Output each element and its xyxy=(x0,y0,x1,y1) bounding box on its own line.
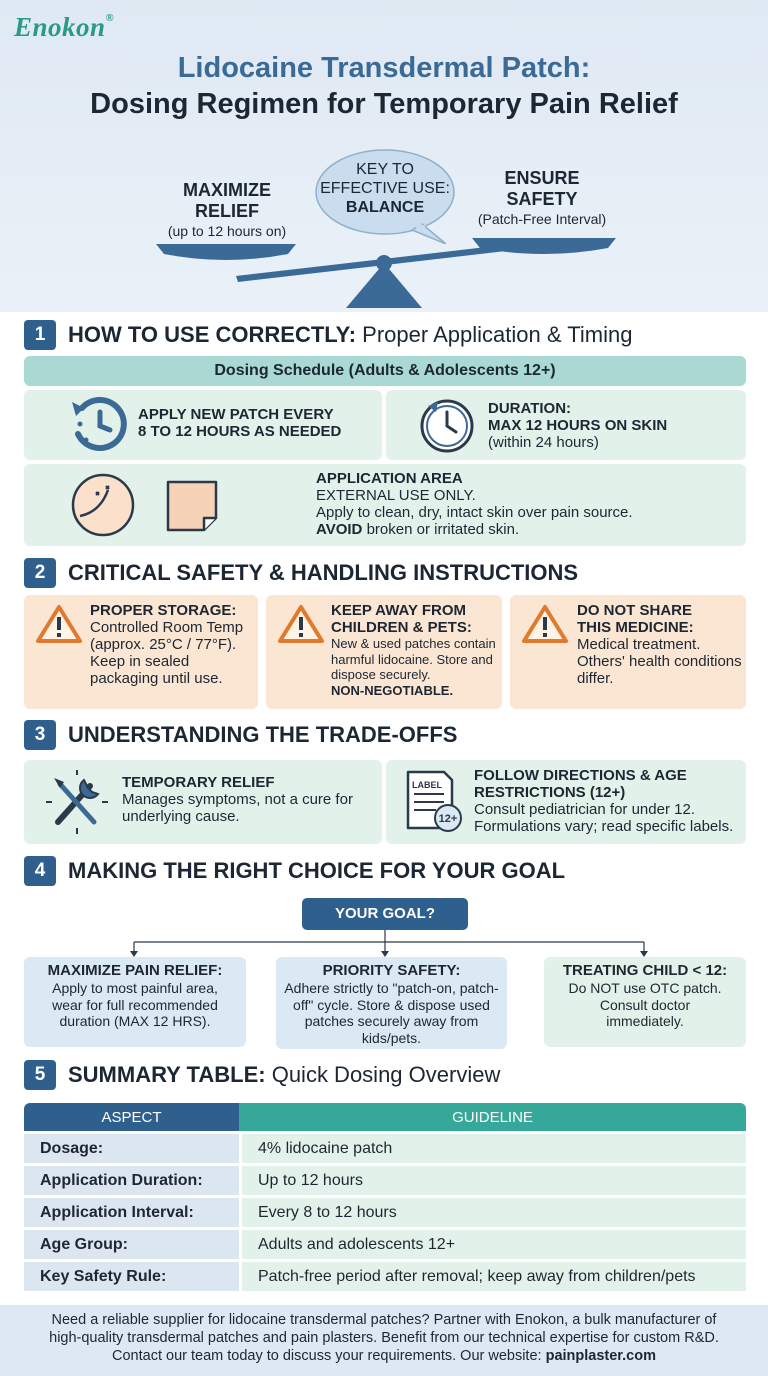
share-body: Medical treatment. Others' health conditions differ. xyxy=(577,636,742,687)
temp-body: Manages symptoms, not a cure for underlying cause. xyxy=(122,791,353,825)
section-title-bold: CRITICAL SAFETY & HANDLING INSTRUCTIONS xyxy=(68,560,579,585)
right-title-1: ENSURE xyxy=(504,168,580,188)
section-number: 4 xyxy=(24,856,56,886)
balance-scale-icon xyxy=(0,230,768,312)
follow-body-1: Consult pediatrician for under 12. xyxy=(474,801,695,818)
storage-heading: PROPER STORAGE: xyxy=(90,602,237,619)
footer-line-2: high-quality transdermal patches and pain plasters. Benefit from our technical expertise for custom R&D. xyxy=(49,1330,719,1346)
aspect-cell: Dosage: xyxy=(24,1134,239,1163)
label-document-icon xyxy=(404,768,468,834)
section-title-rest: Quick Dosing Overview xyxy=(265,1062,501,1087)
table-row xyxy=(24,1198,746,1227)
table-row xyxy=(24,1166,746,1195)
balance-right-label xyxy=(466,168,618,228)
goal-safety-heading: PRIORITY SAFETY: xyxy=(322,962,461,979)
section-title xyxy=(68,722,457,748)
apply-line-1: APPLY NEW PATCH EVERY xyxy=(138,406,334,423)
goal-card-child xyxy=(544,957,746,1047)
apply-line-2: 8 TO 12 HOURS AS NEEDED xyxy=(138,423,342,440)
logo-reg: ® xyxy=(105,12,115,24)
warning-icon xyxy=(278,604,324,644)
table-row xyxy=(24,1230,746,1259)
temp-heading: TEMPORARY RELIEF xyxy=(122,774,275,791)
follow-directions-text xyxy=(474,767,744,835)
section-2-header xyxy=(24,558,578,588)
section-number: 1 xyxy=(24,320,56,350)
bubble-line-2: EFFECTIVE USE: xyxy=(320,180,450,197)
dosing-schedule-bar: Dosing Schedule (Adults & Adolescents 12+) xyxy=(24,356,746,386)
section-title-bold: UNDERSTANDING THE TRADE-OFFS xyxy=(68,722,458,747)
children-body: New & used patches contain harmful lidocaine. Store and dispose securely. xyxy=(331,636,496,682)
guideline-cell: Every 8 to 12 hours xyxy=(239,1198,746,1227)
children-non-negotiable: NON-NEGOTIABLE. xyxy=(331,682,454,698)
column-header-aspect: ASPECT xyxy=(24,1103,239,1131)
footer-line-3: Contact our team today to discuss your requirements. Our website: xyxy=(112,1348,546,1364)
goal-card-relief xyxy=(24,957,246,1047)
footer-line-1: Need a reliable supplier for lidocaine transdermal patches? Partner with Enokon, a bulk manufacturer of xyxy=(51,1312,717,1328)
your-goal-box: YOUR GOAL? xyxy=(302,898,468,930)
aspect-cell: Age Group: xyxy=(24,1230,239,1259)
left-sub: (up to 12 hours on) xyxy=(167,223,287,239)
goal-child-heading: TREATING CHILD < 12: xyxy=(562,962,728,979)
table-row xyxy=(24,1134,746,1163)
guideline-cell: Patch-free period after removal; keep away from children/pets xyxy=(239,1262,746,1291)
duration-sub: (within 24 hours) xyxy=(488,434,599,451)
title-line-2: Dosing Regimen for Temporary Pain Relief xyxy=(90,88,678,120)
apply-text xyxy=(138,406,378,440)
follow-heading-2: RESTRICTIONS (12+) xyxy=(474,784,626,801)
website-link[interactable]: painplaster.com xyxy=(545,1348,656,1364)
section-title xyxy=(68,322,632,348)
warning-icon xyxy=(522,604,568,644)
section-1-header xyxy=(24,320,632,350)
area-line-2: Apply to clean, dry, intact skin over pain source. xyxy=(316,504,633,521)
clock-icon xyxy=(416,394,478,456)
section-number: 3 xyxy=(24,720,56,750)
section-3-header xyxy=(24,720,457,750)
bubble-text xyxy=(314,160,456,217)
left-title-2: RELIEF xyxy=(194,201,259,221)
goal-safety-body: Adhere strictly to "patch-on, patch-off" cycle. Store & dispose used patches securely away from kids/pets. xyxy=(284,980,499,1046)
area-avoid: AVOID xyxy=(316,521,363,538)
section-title-bold: HOW TO USE CORRECTLY: xyxy=(68,322,357,347)
duration-bold: MAX 12 HOURS ON SKIN xyxy=(488,417,668,434)
goal-relief-heading: MAXIMIZE PAIN RELIEF: xyxy=(47,962,223,979)
logo-text: Enokon xyxy=(14,12,106,42)
tools-icon xyxy=(44,770,110,834)
goal-relief-body: Apply to most painful area, wear for full recommended duration (MAX 12 HRS). xyxy=(52,980,218,1029)
goal-card-safety xyxy=(276,957,507,1049)
section-5-header xyxy=(24,1060,500,1090)
summary-table xyxy=(24,1100,746,1294)
temporary-relief-text xyxy=(122,774,378,825)
children-text xyxy=(331,602,501,698)
section-title xyxy=(68,858,565,884)
area-line-1: EXTERNAL USE ONLY. xyxy=(316,487,476,504)
brand-logo xyxy=(14,12,114,43)
goal-child-body: Do NOT use OTC patch. Consult doctor immediately. xyxy=(568,980,722,1029)
share-heading-2: THIS MEDICINE: xyxy=(577,619,694,636)
section-title xyxy=(68,1062,500,1088)
skin-patch-icon xyxy=(70,472,136,538)
section-number: 5 xyxy=(24,1060,56,1090)
area-line-3: broken or irritated skin. xyxy=(362,521,520,538)
follow-heading-1: FOLLOW DIRECTIONS & AGE xyxy=(474,767,687,784)
right-sub: (Patch-Free Interval) xyxy=(477,211,607,227)
section-title xyxy=(68,560,578,586)
label-word: LABEL xyxy=(412,780,442,790)
warning-icon xyxy=(36,604,82,644)
application-area-text xyxy=(316,470,742,538)
guideline-cell: 4% lidocaine patch xyxy=(239,1134,746,1163)
children-heading-1: KEEP AWAY FROM xyxy=(331,602,467,619)
bubble-line-1: KEY TO xyxy=(356,161,414,178)
aspect-cell: Key Safety Rule: xyxy=(24,1262,239,1291)
column-header-guideline: GUIDELINE xyxy=(239,1103,746,1131)
bubble-line-3: BALANCE xyxy=(345,199,425,216)
area-heading: APPLICATION AREA xyxy=(316,470,463,487)
section-4-header xyxy=(24,856,565,886)
right-title-2: SAFETY xyxy=(506,189,578,209)
guideline-cell: Adults and adolescents 12+ xyxy=(239,1230,746,1259)
goal-branch-lines xyxy=(0,930,768,958)
storage-text xyxy=(90,602,254,687)
aspect-cell: Application Interval: xyxy=(24,1198,239,1227)
guideline-cell: Up to 12 hours xyxy=(239,1166,746,1195)
share-heading-1: DO NOT SHARE xyxy=(577,602,693,619)
age-badge: 12+ xyxy=(438,813,458,825)
title-line-1: Lidocaine Transdermal Patch: xyxy=(177,52,591,84)
footer xyxy=(0,1305,768,1376)
section-number: 2 xyxy=(24,558,56,588)
storage-body: Controlled Room Temp (approx. 25°C / 77°F). Keep in sealed packaging until use. xyxy=(90,619,244,687)
patch-icon xyxy=(162,476,222,536)
table-row xyxy=(24,1262,746,1291)
duration-heading: DURATION: xyxy=(488,400,572,417)
children-heading-2: CHILDREN & PETS: xyxy=(331,619,472,636)
left-title-1: MAXIMIZE xyxy=(183,180,271,200)
section-title-bold: SUMMARY TABLE: xyxy=(68,1062,266,1087)
clock-arrow-icon xyxy=(66,394,130,456)
section-title-bold: MAKING THE RIGHT CHOICE FOR YOUR GOAL xyxy=(68,858,566,883)
aspect-cell: Application Duration: xyxy=(24,1166,239,1195)
duration-text xyxy=(488,400,742,451)
table-header-row xyxy=(24,1103,746,1131)
follow-body-2: Formulations vary; read specific labels. xyxy=(474,818,734,835)
share-text xyxy=(577,602,743,687)
section-title-rest: Proper Application & Timing xyxy=(356,322,633,347)
